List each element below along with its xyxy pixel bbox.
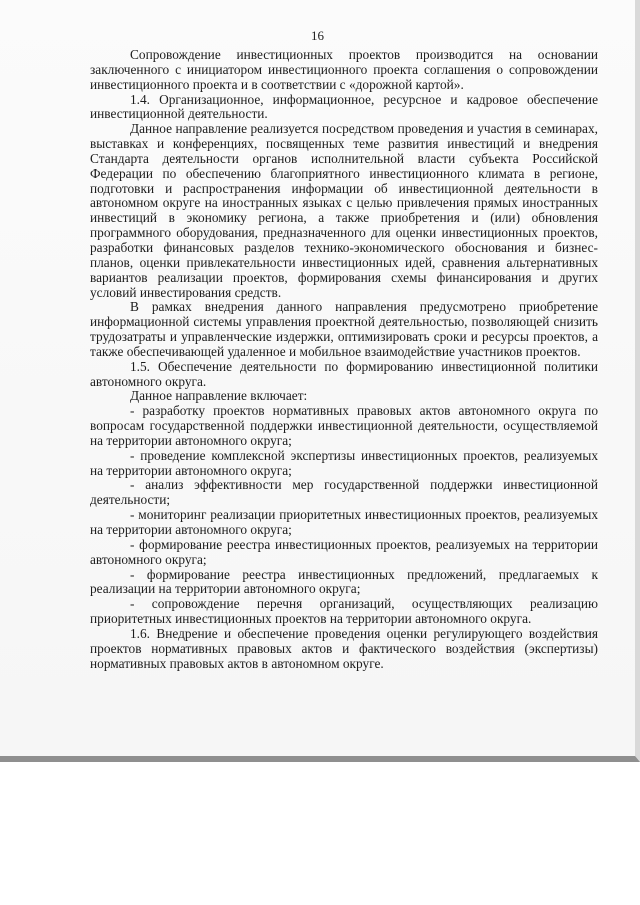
paragraph-information-system: В рамках внедрения данного направления предусмотрено приобретение информационной системы управления проектной деятельностью, позволяющей снизить трудозатраты и управленческие издержки, оптимизировать сроки и ресурсы проектов, а также обеспечивающей удаленное и мобильное взаимодействие участников проектов. xyxy=(90,299,598,359)
blank-area xyxy=(0,768,640,905)
list-item: - формирование реестра инвестиционных предложений, предлагаемых к реализации на территории автономного округа; xyxy=(90,566,598,597)
list-item: - мониторинг реализации приоритетных инвестиционных проектов, реализуемых на территории автономного округа; xyxy=(90,507,598,537)
list-item: - проведение комплексной экспертизы инвестиционных проектов, реализуемых на территории автономного округа; xyxy=(90,447,598,478)
section-heading-1-6: 1.6. Внедрение и обеспечение проведения оценки регулирующего воздействия проектов нормативных правовых актов и фактического воздействия (экспертизы) нормативных правовых актов в автономном округе. xyxy=(90,625,598,671)
list-item: - анализ эффективности мер государственной поддержки инвестиционной деятельности; xyxy=(90,477,598,508)
paragraph-includes: Данное направление включает: xyxy=(130,388,308,404)
list-item: - формирование реестра инвестиционных проектов, реализуемых на территории автономного округа; xyxy=(90,536,598,567)
list-item: - сопровождение перечня организаций, осуществляющих реализацию приоритетных инвестиционных проектов на территории автономного округа. xyxy=(90,596,598,627)
list-item: - разработку проектов нормативных правовых актов автономного округа по вопросам государственной поддержки инвестиционной деятельности, осуществляемой на территории автономного округа; xyxy=(90,403,598,448)
paragraph-escort: Сопровождение инвестиционных проектов производится на основании заключенного с инициатором инвестиционного проекта соглашения о сопровождении инвестиционного проекта и в соответствии с «дорожной картой». xyxy=(90,47,598,92)
section-heading-1-5: 1.5. Обеспечение деятельности по формированию инвестиционной политики автономного округа. xyxy=(90,358,598,389)
paragraph-direction-events: Данное направление реализуется посредством проведения и участия в семинарах, выставках и конференциях, посвященных теме развития инвестиций и внедрения Стандарта деятельности органов исполнительной власти субъекта Российской Федерации по обеспечению благоприятного инвестиционного климата в регионе, подготовки и распространения информации об инвестиционной деятельности в автономном округе на иностранных языках с целью привлечения прямых иностранных инвестиций в экономику региона, а также приобретения и (или) обновления программного оборудования, предназначенного для оценки инвестиционных проектов, разработки финансовых разделов технико-экономического обоснования и бизнес-планов, оценки привлекательности инвестиционных идей, сравнения альтернативных вариантов реализации проектов, формирования схемы финансирования и других условий инвестирования средств. xyxy=(90,121,598,300)
section-heading-1-4: 1.4. Организационное, информационное, ресурсное и кадровое обеспечение инвестиционной деятельности. xyxy=(90,91,598,122)
page-number: 16 xyxy=(311,28,324,43)
document-body xyxy=(90,48,598,671)
